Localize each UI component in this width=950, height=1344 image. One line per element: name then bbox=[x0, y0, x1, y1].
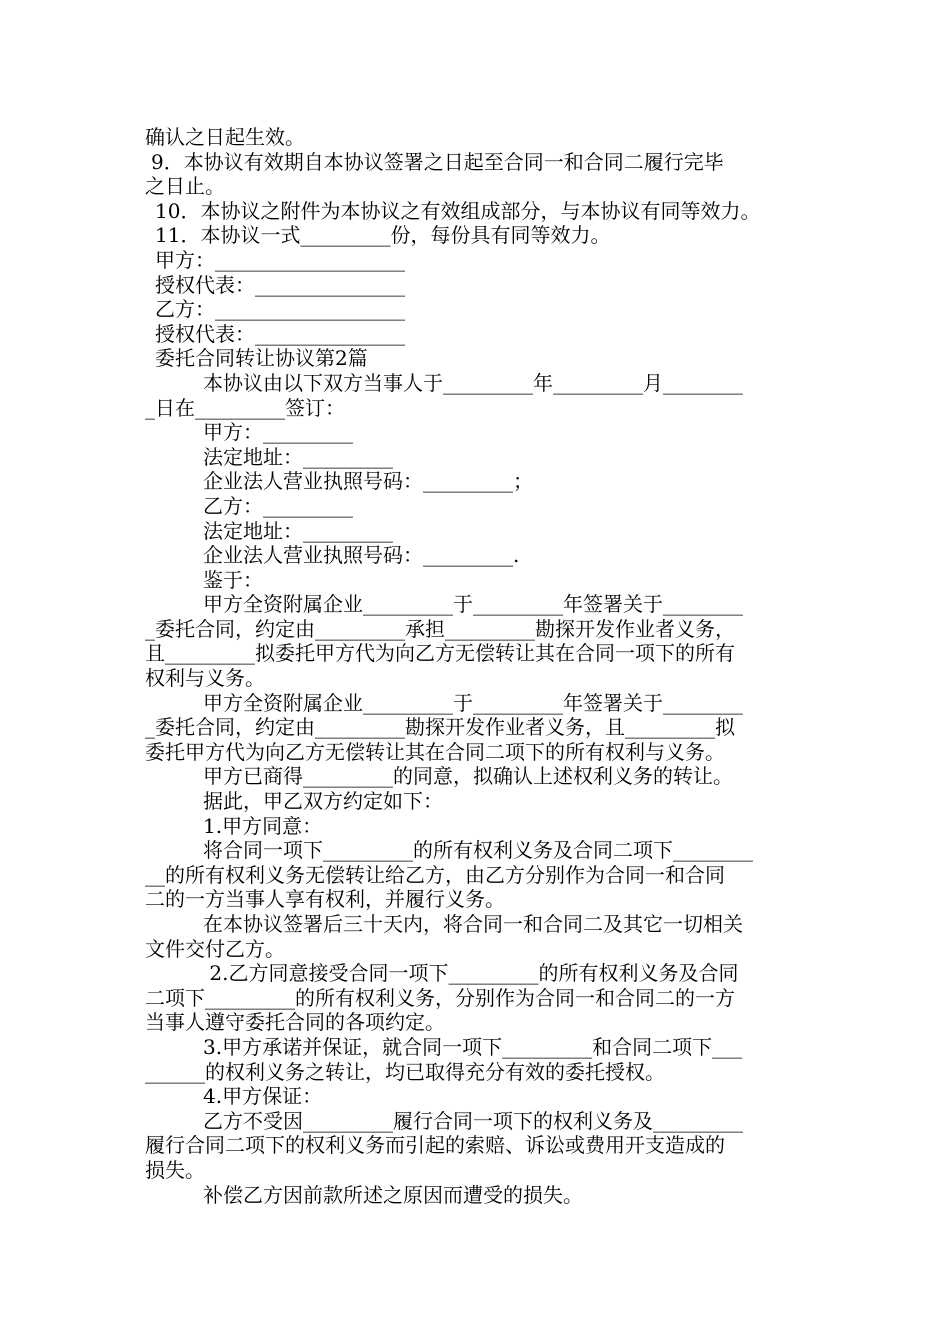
text-line: 法定地址：_________ bbox=[203, 518, 393, 543]
text-line: 甲方已商得_________的同意，拟确认上述权利义务的转让。 bbox=[203, 764, 733, 789]
text-line: 10．本协议之附件为本协议之有效组成部分，与本协议有同等效力。 bbox=[155, 198, 761, 223]
text-line: ______的权利义务之转让，均已取得充分有效的委托授权。 bbox=[145, 1059, 665, 1084]
text-line: 甲方全资附属企业_________于_________年签署关于________ bbox=[203, 592, 743, 617]
text-line: 且_________拟委托甲方代为向乙方无偿转让其在合同一项下的所有 bbox=[145, 641, 735, 666]
text-line: 二项下_________的所有权利义务，分别作为合同一和合同二的一方 bbox=[145, 985, 735, 1010]
text-line: 授权代表：_______________ bbox=[155, 321, 405, 346]
text-line: 委托合同转让协议第2篇 bbox=[155, 346, 368, 371]
text-line: 确认之日起生效。 bbox=[145, 125, 305, 149]
text-line: 3.甲方承诺并保证，就合同一项下_________和合同二项下___ bbox=[203, 1034, 743, 1059]
text-line: 履行合同二项下的权利义务而引起的索赔、诉讼或费用开支造成的 bbox=[145, 1133, 725, 1158]
text-line: 甲方全资附属企业_________于_________年签署关于________ bbox=[203, 690, 743, 715]
text-line: 在本协议签署后三十天内，将合同一和合同二及其它一切相关 bbox=[203, 912, 743, 936]
text-line: 1.甲方同意： bbox=[203, 813, 323, 838]
text-line: 鉴于： bbox=[203, 567, 263, 592]
text-line: 当事人遵守委托合同的各项约定。 bbox=[145, 1010, 445, 1035]
text-line: 甲方：___________________ bbox=[155, 247, 405, 272]
text-line: 甲方：_________ bbox=[203, 420, 353, 445]
text-line: 补偿乙方因前款所述之原因而遭受的损失。 bbox=[203, 1182, 583, 1207]
text-line: 委托甲方代为向乙方无偿转让其在合同二项下的所有权利与义务。 bbox=[145, 739, 725, 764]
text-line: 9．本协议有效期自本协议签署之日起至合同一和合同二履行完毕 bbox=[151, 149, 724, 174]
text-line: 授权代表：_______________ bbox=[155, 272, 405, 297]
text-line: 法定地址：_________ bbox=[203, 444, 393, 469]
text-line: 本协议由以下双方当事人于_________年_________月________ bbox=[203, 370, 743, 395]
text-line: _委托合同，约定由_________承担_________勘探开发作业者义务， bbox=[145, 616, 735, 641]
text-line: 2.乙方同意接受合同一项下_________的所有权利义务及合同 bbox=[203, 961, 739, 986]
text-line: 将合同一项下_________的所有权利义务及合同二项下________ bbox=[203, 838, 753, 863]
text-line: 权利与义务。 bbox=[145, 666, 265, 691]
text-line: 11．本协议一式_________份，每份具有同等效力。 bbox=[155, 223, 611, 248]
text-line: 文件交付乙方。 bbox=[145, 936, 285, 961]
text-line: 企业法人营业执照号码：_________. bbox=[203, 543, 520, 568]
text-line: 乙方不受因_________履行合同一项下的权利义务及_________ bbox=[203, 1108, 743, 1133]
text-line: 企业法人营业执照号码：_________； bbox=[203, 469, 533, 494]
text-line: 损失。 bbox=[145, 1157, 205, 1182]
text-line: 二的一方当事人享有权利，并履行义务。 bbox=[145, 887, 505, 912]
text-line: 之日止。 bbox=[145, 174, 225, 199]
document-body bbox=[145, 125, 813, 1207]
text-line: 4.甲方保证： bbox=[203, 1084, 323, 1109]
text-line: _委托合同，约定由_________勘探开发作业者义务，且_________拟 bbox=[145, 715, 735, 740]
text-line: __的所有权利义务无偿转让给乙方，由乙方分别作为合同一和合同 bbox=[145, 862, 725, 887]
text-line: _日在_________签订： bbox=[145, 395, 345, 420]
text-line: 乙方：___________________ bbox=[155, 297, 405, 322]
text-line: 据此，甲乙双方约定如下： bbox=[203, 789, 443, 814]
text-line: 乙方：_________ bbox=[203, 493, 353, 518]
